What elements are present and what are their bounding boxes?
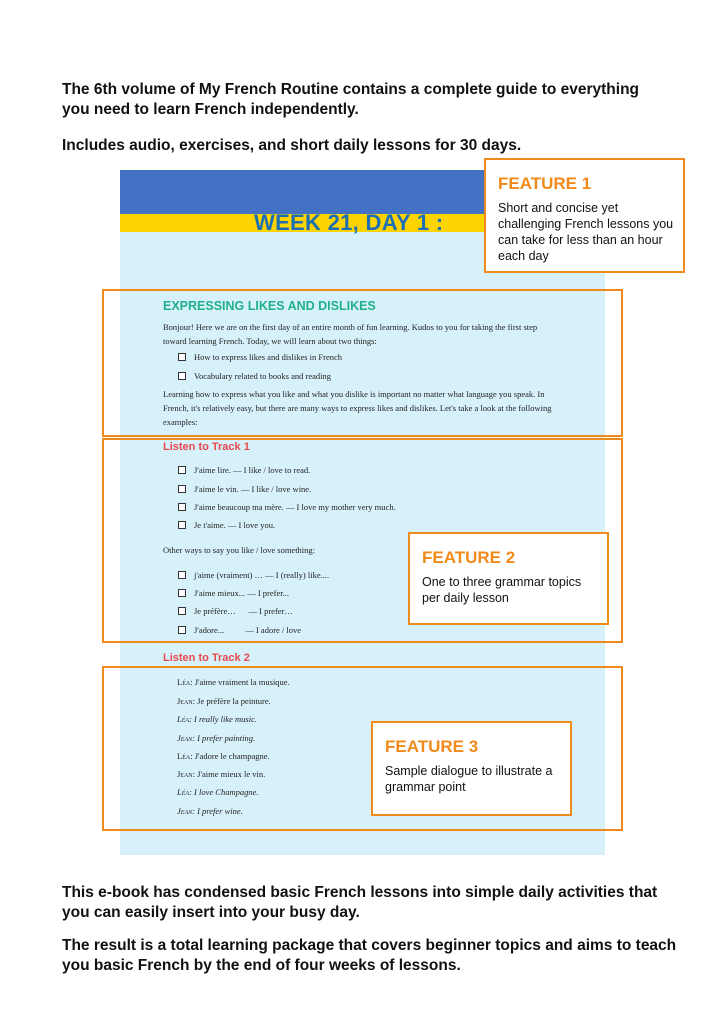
track-1-heading[interactable]: Listen to Track 1 [163,441,250,453]
example-item: J'aime lire. — I like / love to read. [178,463,310,477]
example-item: J'adore... — I adore / love [178,623,301,637]
example-item: j'aime (vraiment) … — I (really) like.... [178,568,329,582]
topic-item: How to express likes and dislikes in French [178,350,342,364]
intro-line-2: Includes audio, exercises, and short daily lessons for 30 days. [62,137,522,154]
explanation-paragraph: Learning how to express what you like and what you dislike is important no matter what language you speak. In French, it's relatively easy, but there are many ways to express likes and dislikes. Let's take a look at the following examples: [163,389,552,427]
section-title: EXPRESSING LIKES AND DISLIKES [163,299,376,313]
feature-1-text: Short and concise yet challenging French lessons you can take for less than an hour each day [498,201,674,263]
intro-line-1: The 6th volume of My French Routine contains a complete guide to everything you need to learn French independently. [62,81,640,118]
outro-line-2: The result is a total learning package that covers beginner topics and aims to teach you basic French by the end of four weeks of lessons. [62,937,677,974]
example-item: Je préfère… — I prefer… [178,604,293,618]
week-day-title: WEEK 21, DAY 1 : [254,210,444,235]
feature-2-text: One to three grammar topics per daily lesson [422,575,582,605]
dialogue-line: Jean: I prefer wine. [177,806,243,816]
feature-2-title: FEATURE 2 [422,548,516,567]
example-item: Je t'aime. — I love you. [178,518,275,532]
feature-2-callout [408,532,609,625]
outro-line-1: This e-book has condensed basic French lessons into simple daily activities that you can easily insert into your busy day. [62,884,658,921]
feature-1-title: FEATURE 1 [498,174,592,193]
track-2-heading[interactable]: Listen to Track 2 [163,652,250,664]
feature-3-text: Sample dialogue to illustrate a grammar point [385,764,553,794]
feature-3-callout [371,721,572,816]
example-item: J'aime le vin. — I like / love wine. [178,482,311,496]
dialogue-line: Jean: J'aime mieux le vin. [177,769,266,779]
dialogue-line: Léa: J'aime vraiment la musique. [177,677,290,687]
other-ways-text: Other ways to say you like / love something: [163,545,316,555]
dialogue-line: Jean: Je préfère la peinture. [177,696,271,706]
dialogue-line: Jean: I prefer painting. [177,733,256,743]
intro-paragraph: Bonjour! Here we are on the first day of an entire month of fun learning. Kudos to you for taking the first step toward learning French. Today, we will learn about two things: [163,322,538,346]
dialogue-line: Léa: I love Champagne. [177,787,259,797]
example-item: J'aime beaucoup ma mère. — I love my mother very much. [178,500,396,514]
dialogue-line: Léa: I really like music. [177,714,257,724]
feature-1-callout [484,158,685,273]
dialogue-line: Léa: J'adore le champagne. [177,751,270,761]
feature-3-title: FEATURE 3 [385,737,479,756]
topic-item: Vocabulary related to books and reading [178,369,331,383]
highlight-frame-section [102,289,623,437]
example-item: J'aime mieux... — I prefer... [178,586,289,600]
